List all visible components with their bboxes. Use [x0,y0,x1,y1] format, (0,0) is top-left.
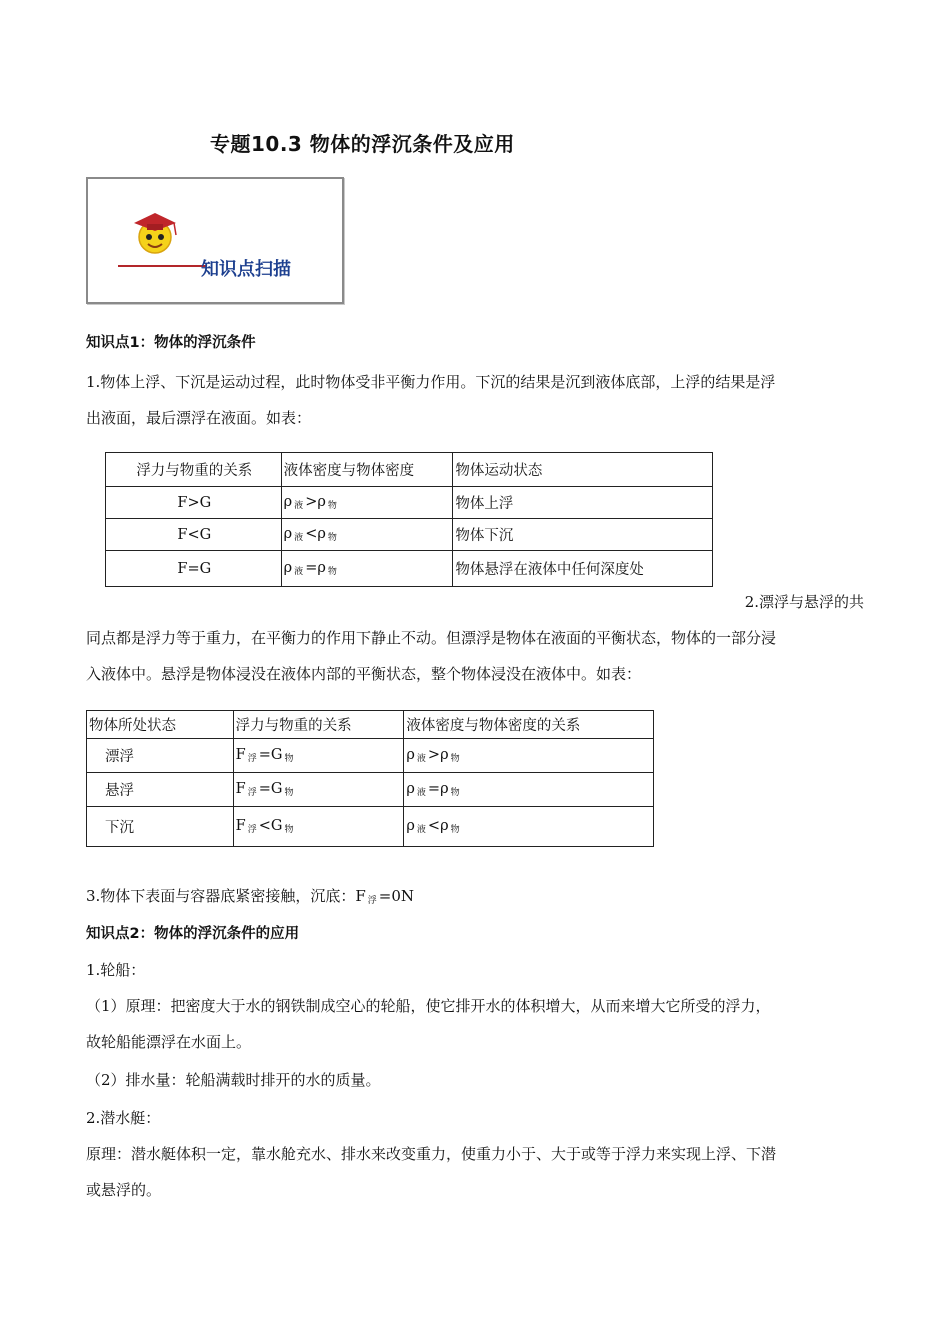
section1-heading: 知识点1：物体的浮沉条件 [86,335,256,351]
subscript: 物 [327,567,337,577]
table-cell: 悬浮 [87,773,234,807]
table-header-row [87,711,654,739]
ship-principle-line1: （1）原理：把密度大于水的钢铁制成空心的轮船，使它排开水的体积增大，从而来增大它所受的浮力， [86,997,771,1015]
submarine-title: 2.潜水艇： [86,1109,161,1127]
subscript: 浮 [247,754,257,764]
operator: > [427,747,441,763]
table-header: 物体运动状态 [453,453,713,487]
table-cell: 下沉 [87,807,234,847]
subscript: 液 [294,533,304,543]
subscript: 液 [416,825,426,835]
knowledge-scan-banner [86,177,344,304]
subscript: 物 [284,788,294,798]
section2-heading: 知识点2：物体的浮沉条件的应用 [86,926,300,942]
rho-symbol: ρ [317,560,326,576]
table-cell: 物体悬浮在液体中任何深度处 [453,551,713,587]
rho-symbol: ρ [283,526,293,542]
force-symbol: F [235,747,246,763]
operator: = [305,560,318,576]
table-cell [404,739,654,773]
ship-title: 1.轮船： [86,961,146,979]
submarine-principle-line1: 原理：潜水艇体积一定，靠水舱充水、排水来改变重力，使重力小于、大于或等于浮力来实现上浮、下潜 [86,1145,777,1163]
table-cell [281,487,453,519]
section1-para2-line2: 同点都是浮力等于重力，在平衡力的作用下静止不动。但漂浮是物体在液面的平衡状态，物体的一部分浸 [86,629,777,647]
rho-symbol: ρ [406,818,415,834]
table-cell: F<G [106,519,282,551]
section1-para1-line2: 出液面，最后漂浮在液面。如表： [86,409,312,427]
table-cell: 物体上浮 [453,487,713,519]
section1-para3 [86,884,866,913]
weight-symbol: G [270,781,283,797]
rho-symbol: ρ [406,781,415,797]
table-buoyancy-motion [105,452,713,587]
table-cell [404,807,654,847]
subscript: 液 [416,754,426,764]
table-header: 浮力与物重的关系 [106,453,282,487]
weight-symbol: G [270,747,283,763]
subscript: 浮 [247,825,257,835]
table-row [87,739,654,773]
subscript: 液 [294,501,304,511]
ship-principle-line2: 故轮船能漂浮在水面上。 [86,1033,252,1051]
section1-para1-line1: 1.物体上浮、下沉是运动过程，此时物体受非平衡力作用。下沉的结果是沉到液体底部，上浮的结果是浮 [86,373,776,391]
table-header: 液体密度与物体密度 [281,453,453,487]
table-row [106,551,713,587]
table-header-row [106,453,713,487]
operator: = [258,747,271,763]
banner-underline [118,265,206,267]
para3-value: =0N [378,887,414,905]
subscript: 物 [450,825,460,835]
rho-symbol: ρ [317,526,326,542]
rho-symbol: ρ [283,494,293,510]
table-cell [281,551,453,587]
page-title: 专题10.3 物体的浮沉条件及应用 [210,132,515,156]
ship-displacement: （2）排水量：轮船满载时排开的水的质量。 [86,1071,381,1089]
table-header: 浮力与物重的关系 [233,711,404,739]
section1-para2-start: 2.漂浮与悬浮的共 [744,593,864,611]
rho-symbol: ρ [406,747,415,763]
subscript: 液 [416,788,426,798]
subscript: 浮 [247,788,257,798]
table-cell: 物体下沉 [453,519,713,551]
rho-symbol: ρ [317,494,326,510]
subscript: 物 [327,533,337,543]
table-row [87,773,654,807]
subscript: 物 [284,825,294,835]
rho-symbol: ρ [440,818,449,834]
operator: = [258,781,271,797]
table-cell: F>G [106,487,282,519]
submarine-principle-line2: 或悬浮的。 [86,1181,162,1199]
operator: = [427,781,441,797]
operator: > [305,494,318,510]
operator: < [305,526,318,542]
table-cell: F=G [106,551,282,587]
smiley-graduation-cap-icon [130,207,180,257]
table-row [87,807,654,847]
table-cell [233,807,404,847]
table-cell [233,739,404,773]
rho-symbol: ρ [283,560,293,576]
table-cell [404,773,654,807]
subscript: 浮 [367,896,377,906]
weight-symbol: G [270,818,283,834]
table-cell [281,519,453,551]
table-cell: 漂浮 [87,739,234,773]
table-floating-states [86,710,654,847]
force-symbol: F [235,781,246,797]
para3-text: 3.物体下表面与容器底紧密接触，沉底：F [86,887,366,905]
force-symbol: F [235,818,246,834]
banner-label: 知识点扫描 [201,259,291,280]
operator: < [427,818,441,834]
subscript: 液 [294,567,304,577]
rho-symbol: ρ [440,781,449,797]
table-row [106,519,713,551]
table-cell [233,773,404,807]
subscript: 物 [327,501,337,511]
section1-para2-line3: 入液体中。悬浮是物体浸没在液体内部的平衡状态，整个物体浸没在液体中。如表： [86,665,642,683]
table-header: 物体所处状态 [87,711,234,739]
subscript: 物 [284,754,294,764]
table-header: 液体密度与物体密度的关系 [404,711,654,739]
subscript: 物 [450,754,460,764]
subscript: 物 [450,788,460,798]
rho-symbol: ρ [440,747,449,763]
table-row [106,487,713,519]
operator: < [258,818,271,834]
